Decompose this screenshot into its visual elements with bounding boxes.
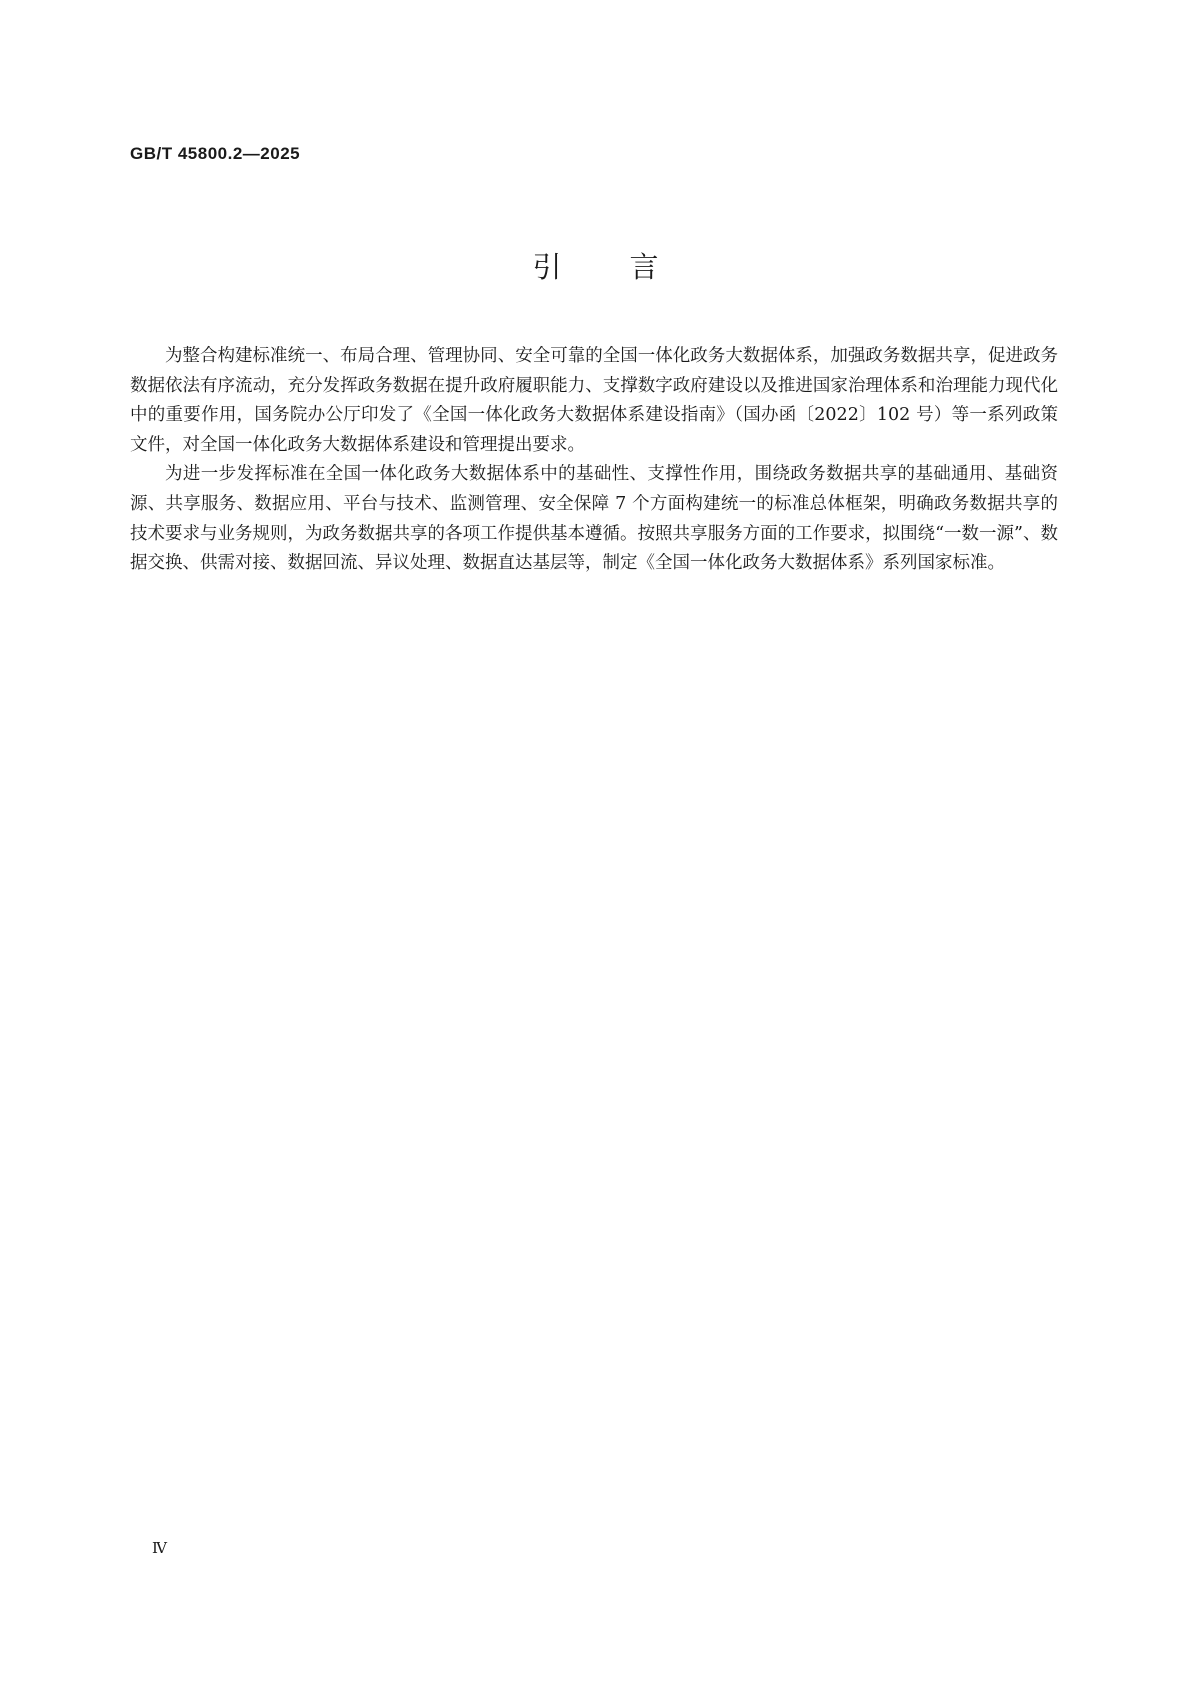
page-number: Ⅳ bbox=[152, 1539, 167, 1557]
section-title: 引言 bbox=[532, 250, 727, 284]
document-body bbox=[130, 342, 1058, 579]
paragraph-2: 为进一步发挥标准在全国一体化政务大数据体系中的基础性、支撑性作用，围绕政务数据共享的基础通用、基础资源、共享服务、数据应用、平台与技术、监测管理、安全保障 7 个方面构建统一的标准总体框架，明确政务数据共享的技术要求与业务规则，为政务数据共享的各项工作提供基本遵循。按照共享服务方面的工作要求，拟围绕“一数一源”、数据交换、供需对接、数据回流、异议处理、数据直达基层等，制定《全国一体化政务大数据体系》系列国家标准。 bbox=[130, 464, 1058, 574]
paragraph-1: 为整合构建标准统一、布局合理、管理协同、安全可靠的全国一体化政务大数据体系，加强政务数据共享，促进政务数据依法有序流动，充分发挥政务数据在提升政府履职能力、支撑数字政府建设以及推进国家治理体系和治理能力现代化中的重要作用，国务院办公厅印发了《全国一体化政务大数据体系建设指南》（国办函〔2022〕102 号）等一系列政策文件，对全国一体化政务大数据体系建设和管理提出要求。 bbox=[130, 346, 1058, 455]
standard-code: GB/T 45800.2—2025 bbox=[130, 144, 301, 163]
